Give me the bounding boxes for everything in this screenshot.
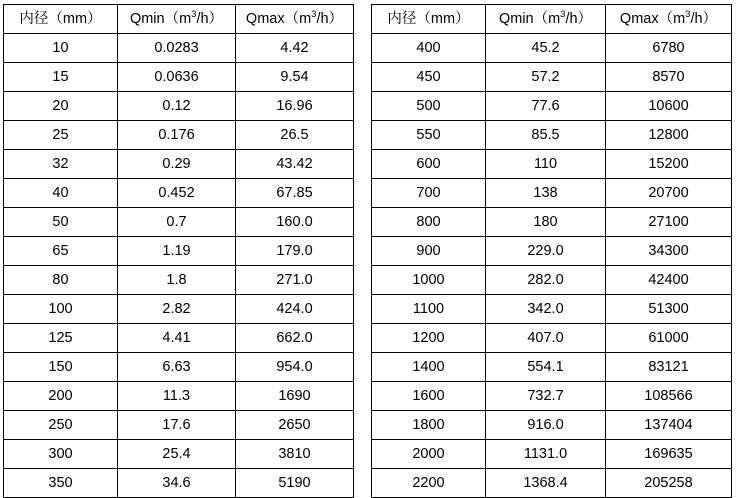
cell-qmax: 20700 — [606, 179, 732, 208]
cell-inner-diameter: 32 — [4, 150, 118, 179]
cell-inner-diameter: 1400 — [372, 353, 486, 382]
cell-qmin: 282.0 — [486, 266, 606, 295]
cell-inner-diameter: 350 — [4, 469, 118, 498]
cell-inner-diameter: 800 — [372, 208, 486, 237]
cell-inner-diameter: 10 — [4, 34, 118, 63]
cell-qmax: 83121 — [606, 353, 732, 382]
cell-inner-diameter: 150 — [4, 353, 118, 382]
cell-inner-diameter: 1100 — [372, 295, 486, 324]
cell-qmin: 229.0 — [486, 237, 606, 266]
table-row — [372, 92, 732, 121]
cell-qmin: 6.63 — [118, 353, 236, 382]
cell-qmin: 138 — [486, 179, 606, 208]
cell-qmax: 42400 — [606, 266, 732, 295]
cell-qmin: 407.0 — [486, 324, 606, 353]
cell-inner-diameter: 25 — [4, 121, 118, 150]
cell-inner-diameter: 20 — [4, 92, 118, 121]
cell-qmax: 954.0 — [236, 353, 354, 382]
cell-inner-diameter: 40 — [4, 179, 118, 208]
cell-inner-diameter: 700 — [372, 179, 486, 208]
cell-qmax: 9.54 — [236, 63, 354, 92]
cell-qmin: 77.6 — [486, 92, 606, 121]
cell-inner-diameter: 300 — [4, 440, 118, 469]
cell-qmax: 1690 — [236, 382, 354, 411]
table-row — [4, 92, 354, 121]
cell-qmax: 12800 — [606, 121, 732, 150]
cell-qmax: 61000 — [606, 324, 732, 353]
cell-qmax: 5190 — [236, 469, 354, 498]
cell-qmax: 26.5 — [236, 121, 354, 150]
table-row — [372, 295, 732, 324]
cell-qmin: 85.5 — [486, 121, 606, 150]
cell-inner-diameter: 2000 — [372, 440, 486, 469]
table-row — [372, 237, 732, 266]
cell-qmin: 34.6 — [118, 469, 236, 498]
cell-inner-diameter: 1200 — [372, 324, 486, 353]
cell-qmin: 0.176 — [118, 121, 236, 150]
column-header-inner-diameter: 内径（mm） — [4, 5, 118, 34]
cell-qmin: 342.0 — [486, 295, 606, 324]
table-row — [372, 179, 732, 208]
cell-qmin: 0.29 — [118, 150, 236, 179]
cell-qmin: 11.3 — [118, 382, 236, 411]
column-header-qmax: $Qmax(m^3/h)$ — [236, 5, 354, 34]
cell-inner-diameter: 15 — [4, 63, 118, 92]
cell-qmax: 137404 — [606, 411, 732, 440]
cell-inner-diameter: 600 — [372, 150, 486, 179]
cell-qmax: 43.42 — [236, 150, 354, 179]
cell-inner-diameter: 450 — [372, 63, 486, 92]
table-row — [4, 353, 354, 382]
cell-qmin: 0.12 — [118, 92, 236, 121]
cell-inner-diameter: 1000 — [372, 266, 486, 295]
table-row — [4, 121, 354, 150]
cell-inner-diameter: 1600 — [372, 382, 486, 411]
table-row — [372, 382, 732, 411]
table-row — [372, 208, 732, 237]
table-row — [4, 295, 354, 324]
cell-qmax: 662.0 — [236, 324, 354, 353]
table-row — [372, 121, 732, 150]
table-row — [372, 440, 732, 469]
table-row — [4, 266, 354, 295]
cell-qmax: 424.0 — [236, 295, 354, 324]
cell-inner-diameter: 1800 — [372, 411, 486, 440]
cell-qmin: 732.7 — [486, 382, 606, 411]
cell-qmin: 180 — [486, 208, 606, 237]
cell-qmax: 67.85 — [236, 179, 354, 208]
table-header-row — [372, 5, 732, 34]
table-row — [4, 63, 354, 92]
table-row — [372, 324, 732, 353]
table-row — [372, 353, 732, 382]
column-header-qmin: $Qmin(m^3/h)$ — [118, 5, 236, 34]
table-row — [4, 440, 354, 469]
cell-inner-diameter: 65 — [4, 237, 118, 266]
cell-qmin: 554.1 — [486, 353, 606, 382]
column-header-inner-diameter: 内径（mm） — [372, 5, 486, 34]
cell-qmin: 0.452 — [118, 179, 236, 208]
cell-inner-diameter: 900 — [372, 237, 486, 266]
table-row — [372, 266, 732, 295]
cell-qmax: 6780 — [606, 34, 732, 63]
cell-qmax: 108566 — [606, 382, 732, 411]
cell-inner-diameter: 80 — [4, 266, 118, 295]
cell-qmax: 169635 — [606, 440, 732, 469]
cell-qmax: 15200 — [606, 150, 732, 179]
column-header-qmin: $Qmin(m^3/h)$ — [486, 5, 606, 34]
cell-qmin: 110 — [486, 150, 606, 179]
cell-qmax: 160.0 — [236, 208, 354, 237]
cell-qmax: 8570 — [606, 63, 732, 92]
table-row — [372, 411, 732, 440]
column-header-qmax: $Qmax(m^3/h)$ — [606, 5, 732, 34]
table-row — [4, 469, 354, 498]
cell-qmin: 2.82 — [118, 295, 236, 324]
cell-qmin: 0.7 — [118, 208, 236, 237]
cell-inner-diameter: 400 — [372, 34, 486, 63]
table-row — [372, 469, 732, 498]
table-header-row — [4, 5, 354, 34]
cell-qmin: 45.2 — [486, 34, 606, 63]
cell-inner-diameter: 500 — [372, 92, 486, 121]
cell-inner-diameter: 200 — [4, 382, 118, 411]
cell-qmin: 0.0283 — [118, 34, 236, 63]
cell-inner-diameter: 50 — [4, 208, 118, 237]
cell-inner-diameter: 100 — [4, 295, 118, 324]
cell-qmax: 4.42 — [236, 34, 354, 63]
cell-qmax: 271.0 — [236, 266, 354, 295]
cell-inner-diameter: 550 — [372, 121, 486, 150]
table-row — [4, 208, 354, 237]
cell-qmax: 3810 — [236, 440, 354, 469]
cell-qmin: 1131.0 — [486, 440, 606, 469]
cell-qmax: 16.96 — [236, 92, 354, 121]
cell-qmin: 1.8 — [118, 266, 236, 295]
cell-qmin: 4.41 — [118, 324, 236, 353]
table-body — [372, 34, 732, 498]
table-row — [4, 382, 354, 411]
cell-qmax: 51300 — [606, 295, 732, 324]
cell-qmin: 0.0636 — [118, 63, 236, 92]
table-row — [4, 324, 354, 353]
table-body — [4, 34, 354, 498]
cell-qmax: 34300 — [606, 237, 732, 266]
flow-range-table-large-diameters — [371, 4, 732, 498]
cell-qmin: 57.2 — [486, 63, 606, 92]
cell-qmax: 205258 — [606, 469, 732, 498]
cell-inner-diameter: 125 — [4, 324, 118, 353]
cell-qmin: 1.19 — [118, 237, 236, 266]
cell-qmin: 1368.4 — [486, 469, 606, 498]
cell-qmax: 179.0 — [236, 237, 354, 266]
table-row — [4, 150, 354, 179]
table-row — [372, 63, 732, 92]
table-row — [372, 34, 732, 63]
table-row — [4, 179, 354, 208]
cell-inner-diameter: 250 — [4, 411, 118, 440]
cell-qmax: 2650 — [236, 411, 354, 440]
table-row — [372, 150, 732, 179]
table-row — [4, 34, 354, 63]
table-row — [4, 237, 354, 266]
cell-qmax: 27100 — [606, 208, 732, 237]
cell-qmin: 916.0 — [486, 411, 606, 440]
cell-qmax: 10600 — [606, 92, 732, 121]
cell-qmin: 17.6 — [118, 411, 236, 440]
cell-inner-diameter: 2200 — [372, 469, 486, 498]
table-row — [4, 411, 354, 440]
flow-range-table-small-diameters — [3, 4, 354, 498]
cell-qmin: 25.4 — [118, 440, 236, 469]
